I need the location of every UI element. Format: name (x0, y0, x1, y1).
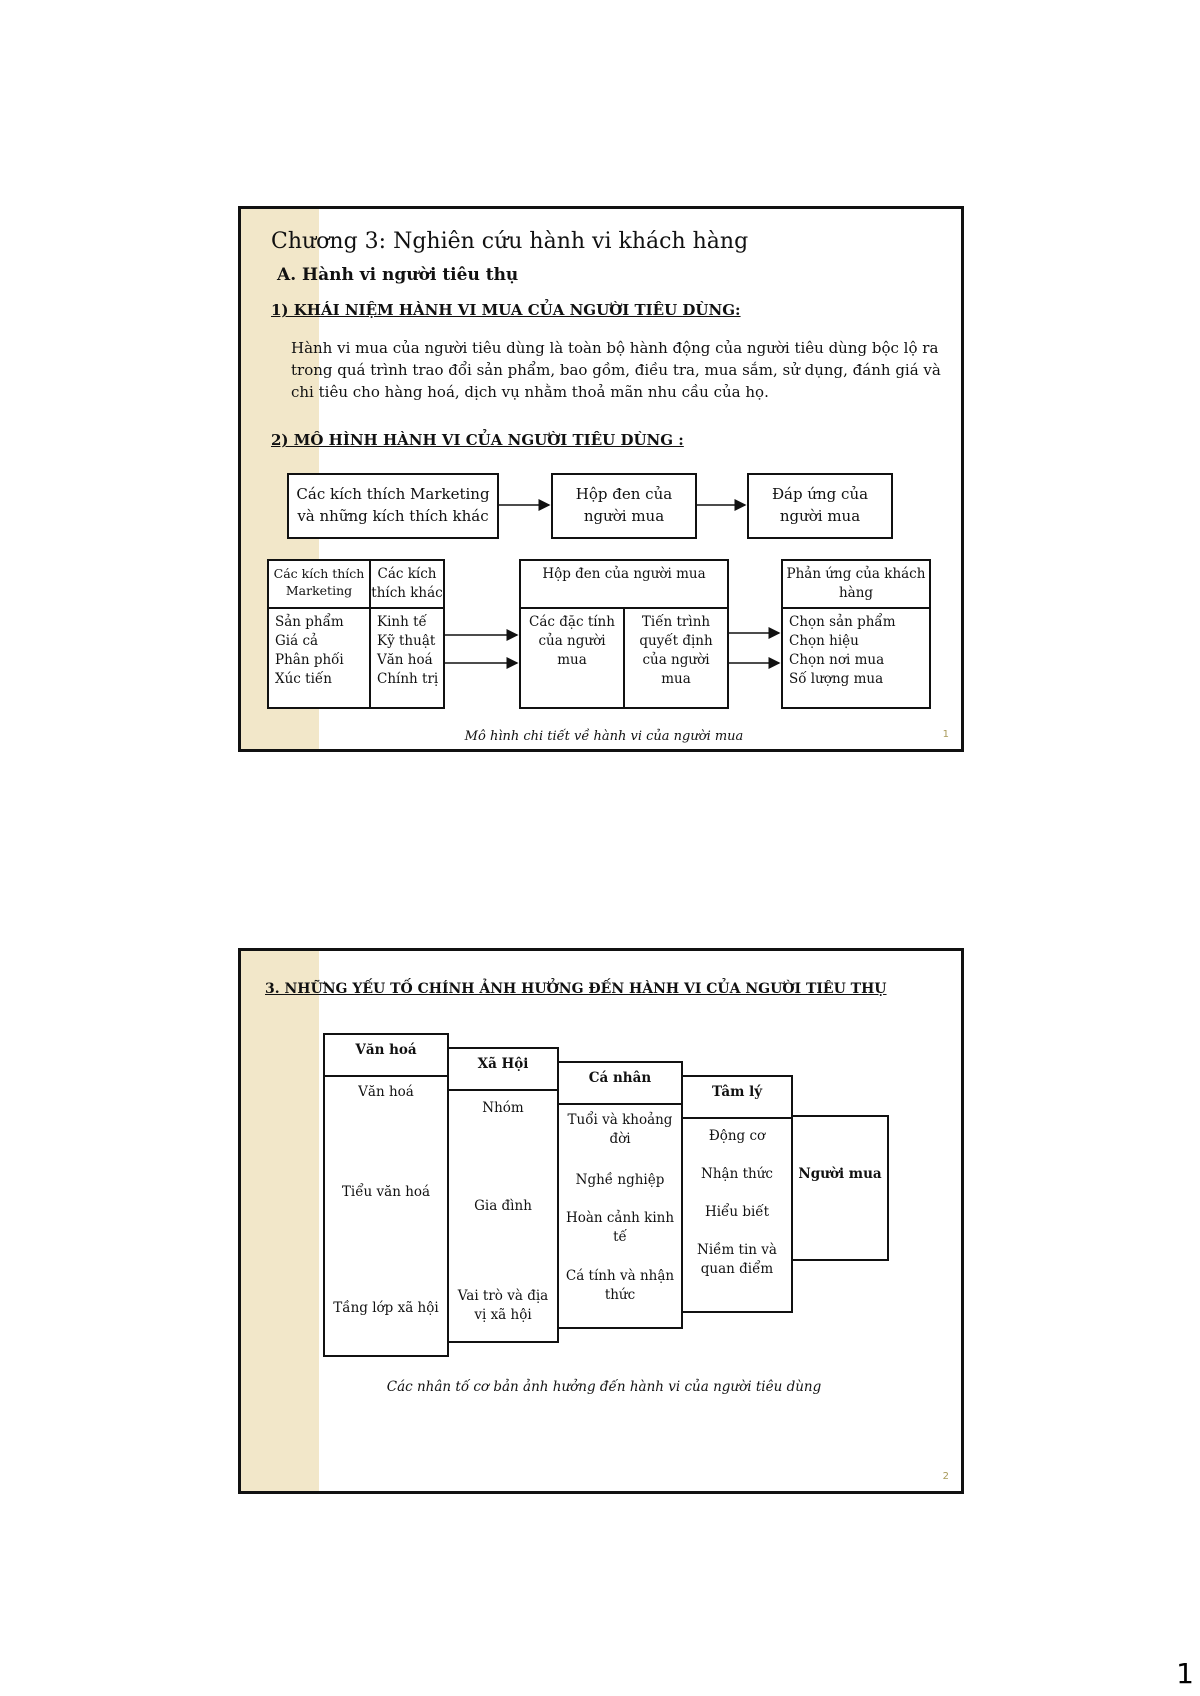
factor-item: Động cơ (708, 1128, 766, 1144)
list-item: Phân phối (275, 652, 344, 668)
factor-item: Tiểu văn hoá (341, 1184, 431, 1200)
header-line: Phản ứng của khách (786, 566, 926, 582)
factor-item: Vai trò và địa vị xã hội (457, 1288, 549, 1323)
list-item: của người (538, 633, 606, 649)
factor-item: Tầng lớp xã hội (333, 1300, 439, 1316)
culture-column (323, 1075, 449, 1357)
slide-caption: Các nhân tố cơ bản ảnh hưởng đến hành vi của người tiêu dùng (386, 1379, 822, 1395)
slide-number: 2 (942, 1471, 949, 1482)
list-item: Xúc tiến (275, 671, 332, 687)
model-arrows (241, 209, 964, 752)
list-item: Giá cả (275, 633, 319, 649)
slide-heading: 3. NHỮNG YẾU TỐ CHÍNH ẢNH HƯỞNG ĐẾN HÀNH VI CỦA NGƯỜI TIÊU THỤ (265, 981, 887, 997)
box-line: người mua (583, 507, 665, 525)
list-item: Văn hoá (377, 652, 433, 668)
factor-item: Niềm tin và quan điểm (697, 1242, 777, 1277)
social-column (447, 1089, 559, 1343)
slide-1 (238, 206, 964, 752)
psychological-column (681, 1117, 793, 1313)
paragraph-line: Hành vi mua của người tiêu dùng là toàn bộ hành động của người tiêu dùng bộc lộ ra (291, 339, 939, 357)
list-item: quyết định (639, 633, 713, 649)
slide-stripe (241, 951, 319, 1491)
slide-number: 1 (942, 729, 949, 740)
paragraph-line: trong quá trình trao đổi sản phẩm, bao gồm, điều tra, mua sắm, sử dụng, đánh giá và (291, 361, 941, 379)
box-line: và những kích thích khác (297, 507, 489, 525)
box-line: Đáp ứng của (771, 485, 869, 503)
list-item: mua (661, 671, 691, 687)
social-header: Xã Hội (447, 1047, 559, 1091)
box-line: người mua (779, 507, 861, 525)
header-line: hàng (838, 585, 874, 601)
slide-caption: Mô hình chi tiết về hành vi của người mua (464, 729, 744, 744)
factor-item: Nghề nghiệp (575, 1172, 665, 1188)
list-item: Kinh tế (377, 614, 427, 630)
list-item: Số lượng mua (789, 671, 884, 687)
slide-title: Chương 3: Nghiên cứu hành vi khách hàng (271, 229, 749, 254)
slide-subtitle: A. Hành vi người tiêu thụ (277, 265, 519, 285)
factor-item: Cá tính và nhận thức (565, 1268, 675, 1303)
list-item: của người (642, 652, 710, 668)
list-item: Sản phẩm (275, 614, 344, 630)
section-heading-2: 2) MÔ HÌNH HÀNH VI CỦA NGƯỜI TIÊU DÙNG : (271, 431, 684, 449)
factor-item: Hoàn cảnh kinh tế (565, 1210, 675, 1245)
culture-header: Văn hoá (323, 1033, 449, 1077)
slide-2 (238, 948, 964, 1494)
psychological-header: Tâm lý (681, 1075, 793, 1119)
list-item: Kỹ thuật (377, 633, 436, 649)
section-heading-1: 1) KHÁI NIỆM HÀNH VI MUA CỦA NGƯỜI TIÊU DÙNG: (271, 301, 741, 319)
list-item: Chọn sản phẩm (789, 614, 896, 630)
header-line: thích khác (371, 585, 443, 601)
list-item: Chính trị (377, 671, 439, 687)
list-item: Tiến trình (641, 614, 711, 630)
personal-column (557, 1103, 683, 1329)
buyer-box: Người mua (791, 1115, 889, 1261)
box-line: Hộp đen của (575, 485, 673, 503)
personal-header: Cá nhân (557, 1061, 683, 1105)
factor-item: Nhóm (482, 1100, 524, 1116)
box-line: Các kích thích Marketing (296, 485, 490, 503)
page-number: 1 (1176, 1657, 1194, 1690)
list-item: mua (557, 652, 587, 668)
blackbox-header: Hộp đen của người mua (519, 559, 729, 609)
header-line: Các kích (377, 566, 437, 582)
header-line: Marketing (285, 583, 353, 598)
list-item: Chọn nơi mua (789, 652, 885, 668)
list-item: Các đặc tính (529, 614, 615, 630)
factor-item: Hiểu biết (704, 1204, 770, 1220)
factor-item: Tuổi và khoảng đời (567, 1112, 673, 1147)
factor-item: Văn hoá (358, 1084, 414, 1100)
paragraph-line: chi tiêu cho hàng hoá, dịch vụ nhằm thoả mãn nhu cầu của họ. (291, 383, 769, 401)
factor-item: Gia đình (474, 1198, 532, 1214)
list-item: Chọn hiệu (789, 633, 859, 649)
header-line: Các kích thích (273, 566, 365, 581)
factor-item: Nhận thức (701, 1166, 773, 1182)
